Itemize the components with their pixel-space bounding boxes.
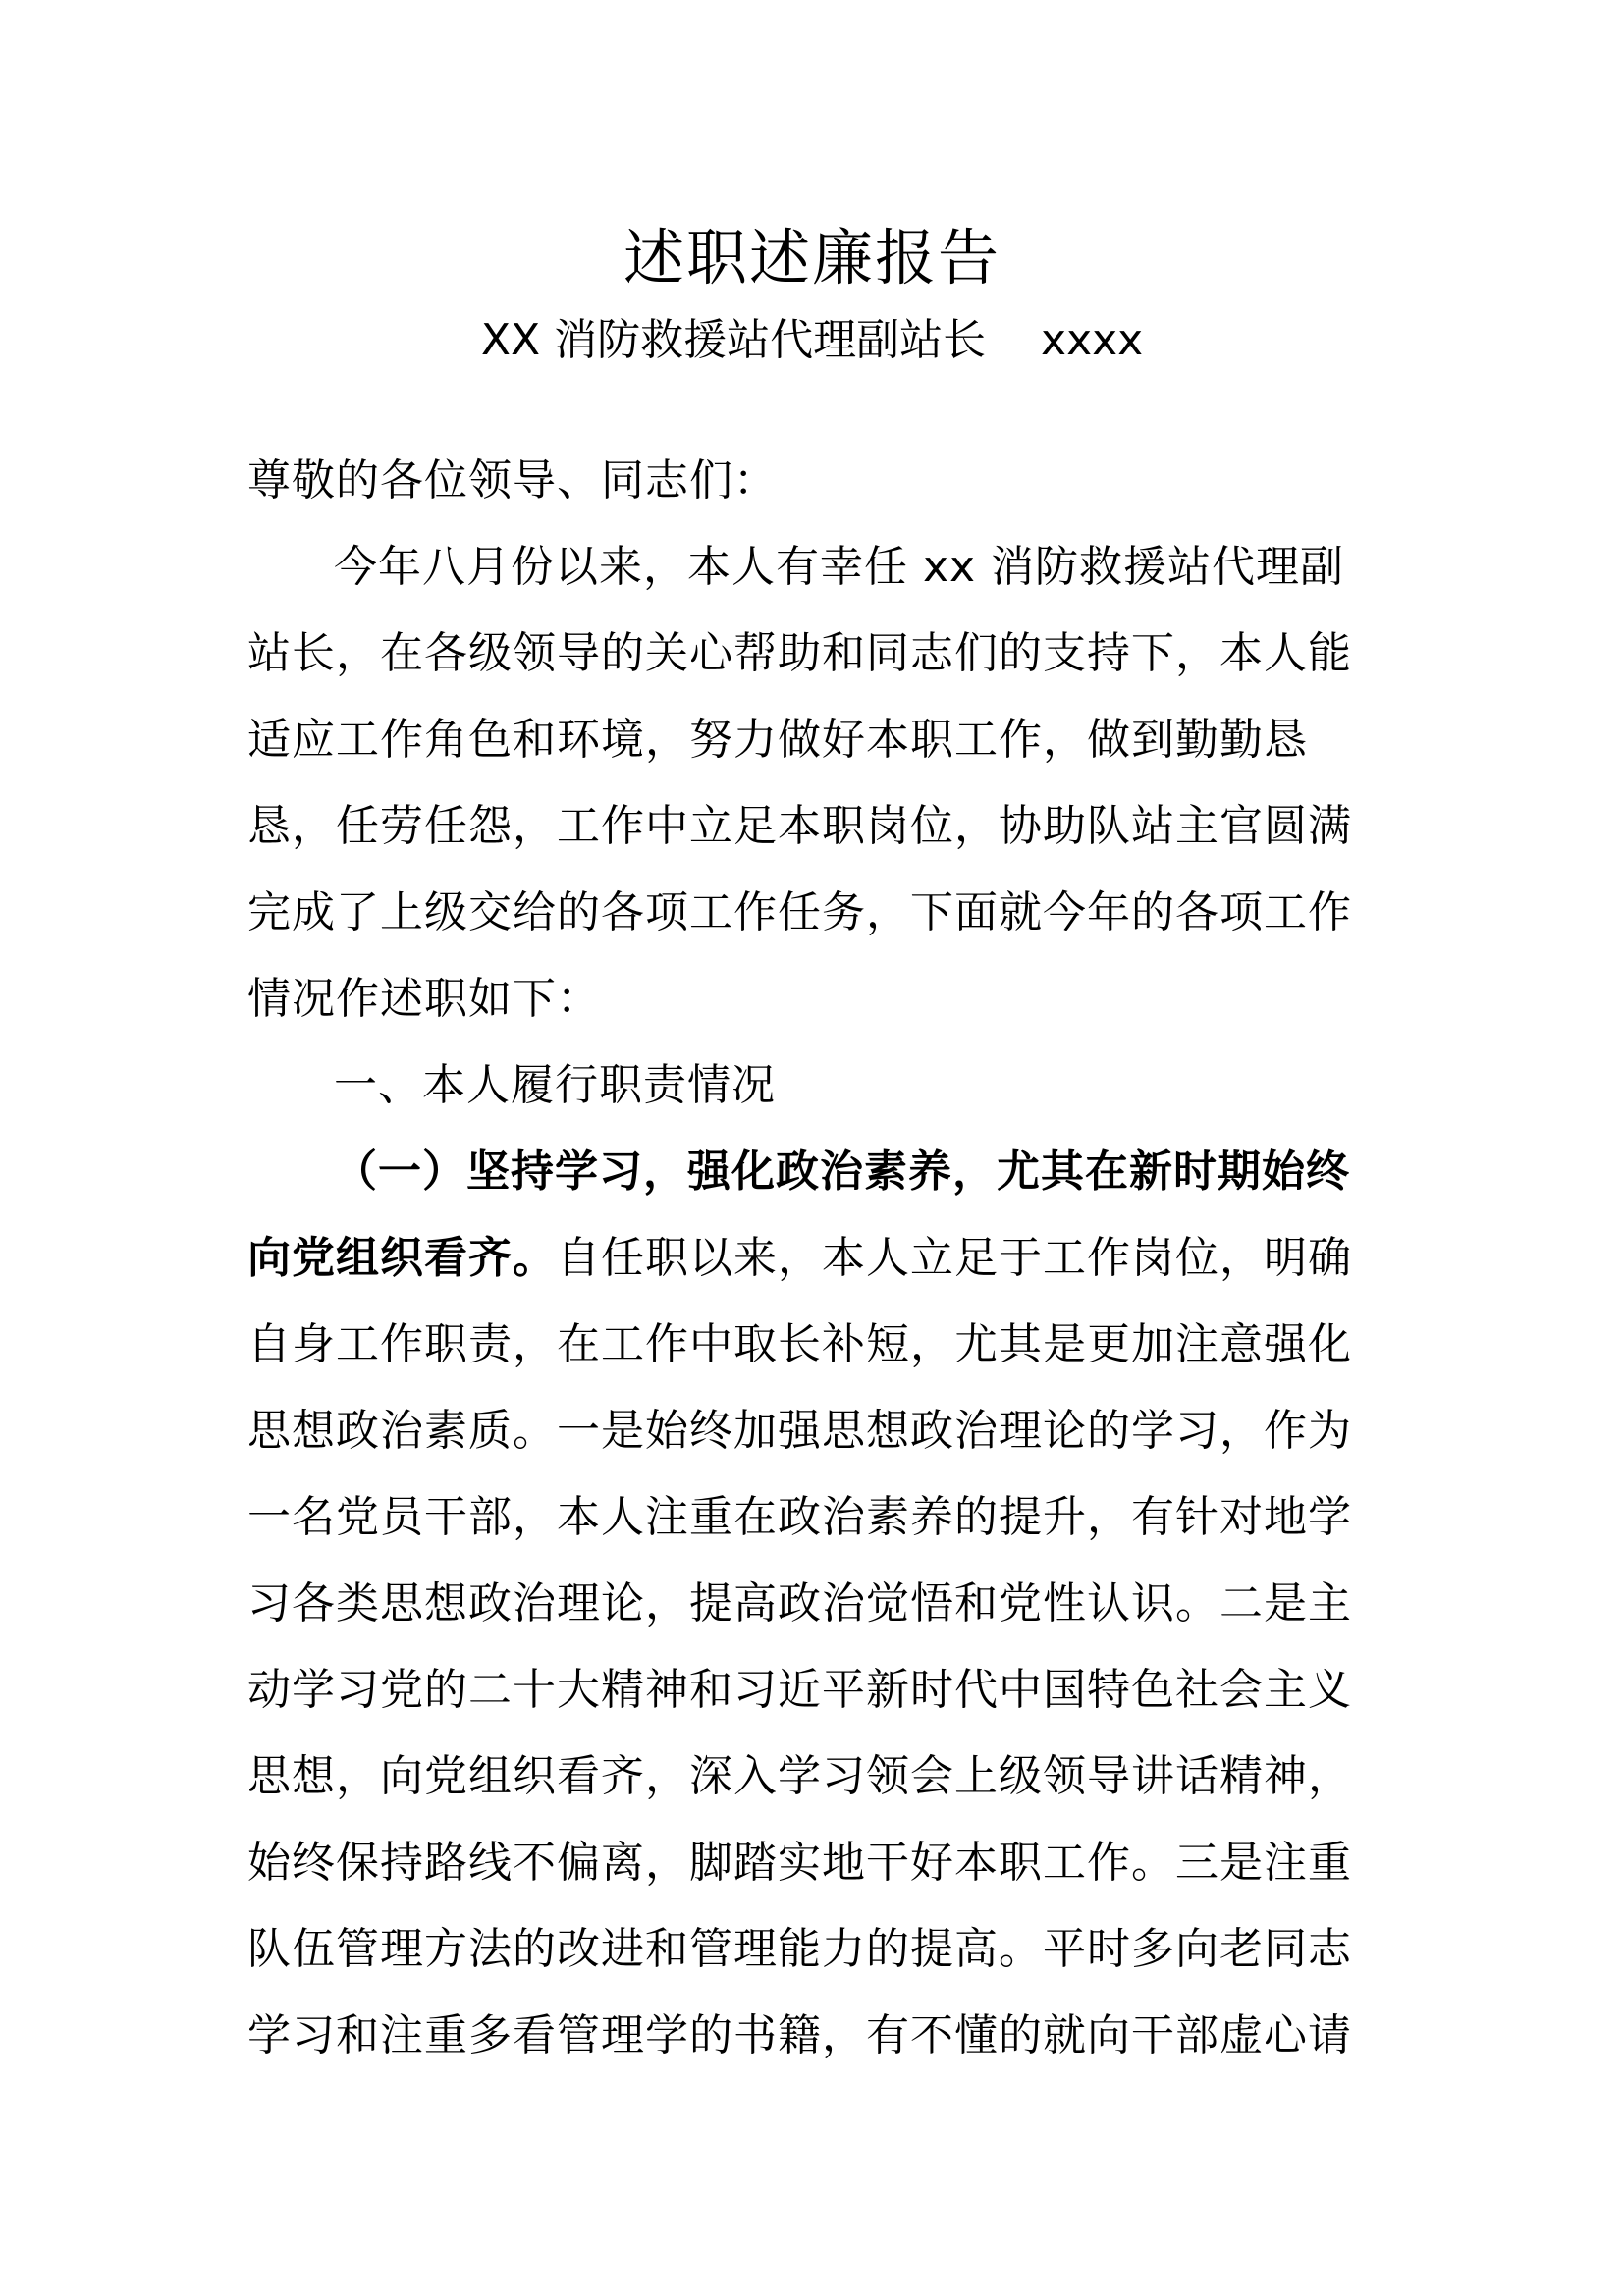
- salutation: 尊敬的各位领导、同志们：: [247, 455, 778, 506]
- document-title: 述职述廉报告: [623, 222, 1001, 294]
- document-subtitle: XX 消防救援站代理副站长 xxxx: [480, 315, 1144, 365]
- subsection-paragraph: [247, 1129, 1388, 2079]
- subsection-heading: （一）坚持学习，强化政治素养，尤其在新时期始终向党组织看齐。: [247, 1147, 1350, 1283]
- document-body: [247, 438, 1388, 2079]
- subsection-body: 自任职以来，本人立足于工作岗位，明确自身工作职责，在工作中取长补短，尤其是更加注意强化思想政治素质。一是始终加强思想政治理论的学习，作为一名党员干部，本人注重在政治素养的提升，有针对地学习各类思想政治理论，提高政治觉悟和党性认识。二是主动学习党的二十大精神和习近平新时代中国特色社会主义思想，向党组织看齐，深入学习领会上级领导讲话精神，始终保持路线不偏离，脚踏实地干好本职工作。三是注重队伍管理方法的改进和管理能力的提高。平时多向老同志学习和注重多看管理学的书籍，有不懂的就向干部虚心请: [247, 1233, 1352, 2060]
- section-heading: 一、本人履行职责情况: [334, 1060, 776, 1110]
- intro-paragraph: 今年八月份以来，本人有幸任 xx 消防救援站代理副站长，在各级领导的关心帮助和同志们的支持下，本人能适应工作角色和环境，努力做好本职工作，做到勤勤恳恳，任劳任怨，工作中立足本职岗位，协助队站主官圆满完成了上级交给的各项工作任务，下面就今年的各项工作情况作述职如下：: [247, 542, 1352, 1024]
